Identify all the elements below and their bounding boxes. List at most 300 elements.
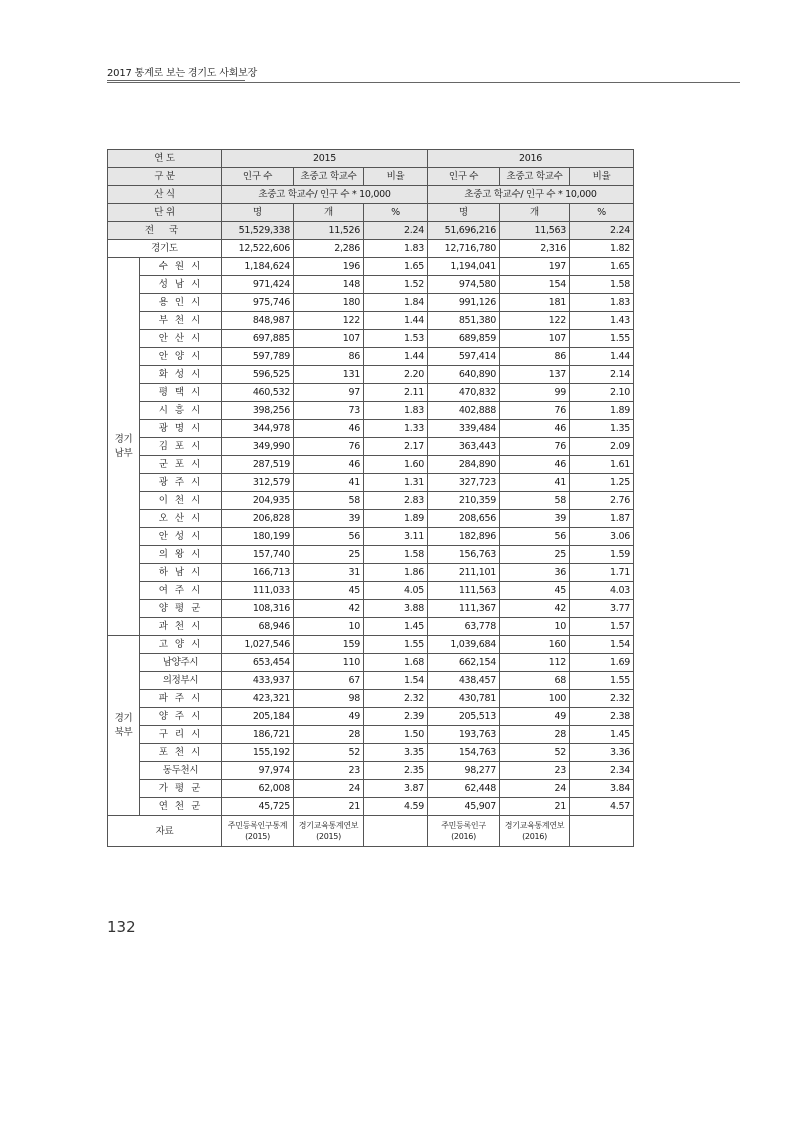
city-schools-2015: 21 [294,798,364,816]
city-schools-2016: 45 [500,582,570,600]
division-row [108,168,634,186]
year-2016: 2016 [428,150,634,168]
region-row [108,402,634,420]
city-name: 성 남 시 [140,276,222,294]
city-schools-2015: 46 [294,456,364,474]
national-schools-2016: 11,563 [500,222,570,240]
region-row [108,384,634,402]
division-label: 구 분 [108,168,222,186]
city-schools-2016: 137 [500,366,570,384]
city-ratio-2016: 3.06 [570,528,634,546]
region-row [108,330,634,348]
city-pop-2015: 971,424 [222,276,294,294]
year-2015: 2015 [222,150,428,168]
city-pop-2016: 210,359 [428,492,500,510]
region-group-label-line1: 경기 [114,712,133,724]
city-ratio-2016: 1.58 [570,276,634,294]
city-ratio-2016: 2.34 [570,762,634,780]
source-schools-2015 [294,816,364,847]
city-schools-2016: 56 [500,528,570,546]
city-ratio-2015: 1.33 [364,420,428,438]
col-ratio-2015: 비율 [364,168,428,186]
city-pop-2016: 284,890 [428,456,500,474]
city-pop-2015: 697,885 [222,330,294,348]
region-row [108,744,634,762]
city-schools-2016: 86 [500,348,570,366]
city-pop-2015: 653,454 [222,654,294,672]
city-ratio-2015: 1.44 [364,348,428,366]
unit-count-2016: 개 [500,204,570,222]
region-group-label-line2: 남부 [114,447,133,459]
city-name: 이 천 시 [140,492,222,510]
region-group-north [108,636,140,816]
city-schools-2015: 39 [294,510,364,528]
city-pop-2016: 662,154 [428,654,500,672]
city-pop-2015: 433,937 [222,672,294,690]
city-schools-2015: 25 [294,546,364,564]
city-ratio-2015: 1.45 [364,618,428,636]
city-ratio-2016: 1.57 [570,618,634,636]
city-pop-2016: 851,380 [428,312,500,330]
region-row [108,618,634,636]
city-ratio-2016: 1.35 [570,420,634,438]
city-schools-2016: 68 [500,672,570,690]
region-row [108,456,634,474]
city-pop-2016: 111,563 [428,582,500,600]
city-schools-2015: 49 [294,708,364,726]
region-row [108,798,634,816]
city-schools-2016: 197 [500,258,570,276]
province-schools-2016: 2,316 [500,240,570,258]
city-schools-2015: 10 [294,618,364,636]
city-schools-2015: 180 [294,294,364,312]
city-ratio-2015: 1.50 [364,726,428,744]
region-row [108,762,634,780]
city-ratio-2016: 4.57 [570,798,634,816]
city-schools-2015: 86 [294,348,364,366]
city-schools-2016: 99 [500,384,570,402]
city-ratio-2016: 3.77 [570,600,634,618]
region-row [108,636,634,654]
city-schools-2015: 122 [294,312,364,330]
region-row [108,474,634,492]
city-schools-2016: 58 [500,492,570,510]
city-pop-2016: 640,890 [428,366,500,384]
city-pop-2016: 98,277 [428,762,500,780]
unit-person-2016: 명 [428,204,500,222]
city-schools-2016: 25 [500,546,570,564]
city-ratio-2016: 2.09 [570,438,634,456]
city-pop-2015: 1,184,624 [222,258,294,276]
city-schools-2015: 98 [294,690,364,708]
city-schools-2015: 196 [294,258,364,276]
header-rule [107,82,740,83]
city-ratio-2015: 2.11 [364,384,428,402]
city-ratio-2015: 3.87 [364,780,428,798]
city-name: 동두천시 [140,762,222,780]
city-name: 여 주 시 [140,582,222,600]
region-row [108,294,634,312]
city-schools-2016: 100 [500,690,570,708]
city-name: 안 성 시 [140,528,222,546]
city-ratio-2015: 3.88 [364,600,428,618]
city-name: 연 천 군 [140,798,222,816]
national-row [108,222,634,240]
city-pop-2015: 460,532 [222,384,294,402]
city-schools-2016: 154 [500,276,570,294]
city-ratio-2015: 1.44 [364,312,428,330]
city-name: 용 인 시 [140,294,222,312]
city-ratio-2015: 1.68 [364,654,428,672]
city-pop-2016: 62,448 [428,780,500,798]
source-pop-2016-line2: (2016) [451,832,476,841]
city-pop-2015: 45,725 [222,798,294,816]
city-name: 파 주 시 [140,690,222,708]
city-schools-2016: 10 [500,618,570,636]
city-pop-2015: 111,033 [222,582,294,600]
city-pop-2015: 157,740 [222,546,294,564]
region-row [108,528,634,546]
city-schools-2016: 181 [500,294,570,312]
city-pop-2015: 287,519 [222,456,294,474]
city-schools-2015: 41 [294,474,364,492]
city-pop-2016: 327,723 [428,474,500,492]
region-group-label-line2: 북부 [114,726,133,738]
region-row [108,564,634,582]
city-schools-2015: 97 [294,384,364,402]
city-pop-2016: 111,367 [428,600,500,618]
source-schools-2015-line2: (2015) [316,832,341,841]
city-pop-2015: 206,828 [222,510,294,528]
region-row [108,366,634,384]
city-schools-2015: 110 [294,654,364,672]
city-ratio-2015: 1.55 [364,636,428,654]
city-name: 광 명 시 [140,420,222,438]
city-name: 의 왕 시 [140,546,222,564]
school-ratio-table [107,149,634,847]
city-pop-2016: 156,763 [428,546,500,564]
city-pop-2016: 363,443 [428,438,500,456]
city-schools-2016: 28 [500,726,570,744]
city-ratio-2015: 1.84 [364,294,428,312]
region-row [108,546,634,564]
city-name: 시 흥 시 [140,402,222,420]
region-group-south [108,258,140,636]
city-ratio-2016: 1.45 [570,726,634,744]
city-pop-2016: 470,832 [428,384,500,402]
formula-row [108,186,634,204]
city-pop-2015: 398,256 [222,402,294,420]
province-schools-2015: 2,286 [294,240,364,258]
city-name: 군 포 시 [140,456,222,474]
city-schools-2016: 41 [500,474,570,492]
city-schools-2015: 46 [294,420,364,438]
city-ratio-2016: 1.65 [570,258,634,276]
city-schools-2016: 46 [500,456,570,474]
province-pop-2016: 12,716,780 [428,240,500,258]
city-ratio-2016: 1.55 [570,672,634,690]
city-pop-2015: 68,946 [222,618,294,636]
region-row [108,672,634,690]
city-schools-2016: 76 [500,402,570,420]
city-name: 의정부시 [140,672,222,690]
province-ratio-2015: 1.83 [364,240,428,258]
city-schools-2015: 159 [294,636,364,654]
city-ratio-2016: 1.54 [570,636,634,654]
city-name: 고 양 시 [140,636,222,654]
city-ratio-2015: 1.86 [364,564,428,582]
header-rule-short [107,80,245,81]
city-ratio-2016: 3.84 [570,780,634,798]
region-row [108,348,634,366]
province-label: 경기도 [108,240,222,258]
city-schools-2015: 31 [294,564,364,582]
region-row [108,276,634,294]
city-ratio-2016: 1.83 [570,294,634,312]
city-pop-2016: 438,457 [428,672,500,690]
city-pop-2015: 205,184 [222,708,294,726]
city-pop-2015: 597,789 [222,348,294,366]
city-name: 하 남 시 [140,564,222,582]
city-schools-2016: 122 [500,312,570,330]
city-ratio-2015: 2.83 [364,492,428,510]
city-name: 포 천 시 [140,744,222,762]
city-name: 부 천 시 [140,312,222,330]
city-name: 화 성 시 [140,366,222,384]
city-schools-2015: 23 [294,762,364,780]
city-ratio-2015: 4.05 [364,582,428,600]
city-pop-2015: 108,316 [222,600,294,618]
city-ratio-2015: 1.89 [364,510,428,528]
city-schools-2016: 21 [500,798,570,816]
city-schools-2015: 107 [294,330,364,348]
year-label: 연 도 [108,150,222,168]
source-schools-2016 [500,816,570,847]
city-pop-2016: 45,907 [428,798,500,816]
city-pop-2016: 63,778 [428,618,500,636]
source-pop-2016-line1: 주민등록인구 [441,821,486,830]
city-pop-2016: 597,414 [428,348,500,366]
col-schools-2016: 초중고 학교수 [500,168,570,186]
formula-2015: 초중고 학교수/ 인구 수 * 10,000 [222,186,428,204]
city-pop-2015: 155,192 [222,744,294,762]
city-ratio-2015: 1.83 [364,402,428,420]
city-name: 양 주 시 [140,708,222,726]
source-ratio-2016 [570,816,634,847]
city-schools-2016: 42 [500,600,570,618]
city-pop-2016: 208,656 [428,510,500,528]
city-name: 안 양 시 [140,348,222,366]
city-schools-2015: 24 [294,780,364,798]
source-pop-2015-line2: (2015) [245,832,270,841]
source-schools-2015-line1: 경기교육통계연보 [298,821,359,830]
unit-label: 단 위 [108,204,222,222]
source-ratio-2015 [364,816,428,847]
city-schools-2015: 73 [294,402,364,420]
source-pop-2016 [428,816,500,847]
city-ratio-2016: 1.71 [570,564,634,582]
city-ratio-2016: 1.69 [570,654,634,672]
city-ratio-2015: 2.17 [364,438,428,456]
city-pop-2016: 154,763 [428,744,500,762]
city-schools-2016: 23 [500,762,570,780]
unit-row [108,204,634,222]
city-ratio-2016: 1.61 [570,456,634,474]
province-pop-2015: 12,522,606 [222,240,294,258]
city-ratio-2015: 1.31 [364,474,428,492]
city-name: 수 원 시 [140,258,222,276]
city-ratio-2015: 4.59 [364,798,428,816]
city-pop-2016: 991,126 [428,294,500,312]
national-schools-2015: 11,526 [294,222,364,240]
city-ratio-2015: 2.32 [364,690,428,708]
city-pop-2015: 975,746 [222,294,294,312]
city-pop-2016: 402,888 [428,402,500,420]
city-pop-2016: 1,039,684 [428,636,500,654]
region-row [108,312,634,330]
unit-count-2015: 개 [294,204,364,222]
city-schools-2015: 42 [294,600,364,618]
city-pop-2015: 166,713 [222,564,294,582]
city-schools-2015: 52 [294,744,364,762]
city-schools-2015: 28 [294,726,364,744]
region-row [108,600,634,618]
city-name: 구 리 시 [140,726,222,744]
city-schools-2015: 148 [294,276,364,294]
running-header: 2017 통계로 보는 경기도 사회보장 [107,68,258,79]
city-pop-2015: 97,974 [222,762,294,780]
region-row [108,582,634,600]
region-row [108,258,634,276]
region-row [108,510,634,528]
city-pop-2015: 349,990 [222,438,294,456]
city-ratio-2016: 1.55 [570,330,634,348]
col-population-2016: 인구 수 [428,168,500,186]
city-name: 김 포 시 [140,438,222,456]
region-row [108,708,634,726]
city-pop-2015: 204,935 [222,492,294,510]
city-ratio-2016: 1.59 [570,546,634,564]
year-row [108,150,634,168]
national-label: 전 국 [108,222,222,240]
city-ratio-2016: 2.14 [570,366,634,384]
city-name: 오 산 시 [140,510,222,528]
city-pop-2015: 596,525 [222,366,294,384]
city-name: 가 평 군 [140,780,222,798]
city-name: 평 택 시 [140,384,222,402]
source-schools-2016-line1: 경기교육통계연보 [504,821,565,830]
source-row [108,816,634,847]
city-pop-2016: 689,859 [428,330,500,348]
city-ratio-2015: 3.35 [364,744,428,762]
city-ratio-2016: 3.36 [570,744,634,762]
city-pop-2016: 1,194,041 [428,258,500,276]
formula-label: 산 식 [108,186,222,204]
city-ratio-2016: 4.03 [570,582,634,600]
city-pop-2016: 339,484 [428,420,500,438]
col-schools-2015: 초중고 학교수 [294,168,364,186]
city-schools-2015: 58 [294,492,364,510]
city-ratio-2015: 3.11 [364,528,428,546]
city-schools-2015: 67 [294,672,364,690]
city-ratio-2015: 1.65 [364,258,428,276]
city-ratio-2016: 2.10 [570,384,634,402]
page-number: 132 [107,918,136,936]
city-pop-2016: 430,781 [428,690,500,708]
city-ratio-2016: 1.43 [570,312,634,330]
province-row [108,240,634,258]
national-ratio-2015: 2.24 [364,222,428,240]
city-pop-2015: 848,987 [222,312,294,330]
region-row [108,780,634,798]
city-ratio-2015: 1.60 [364,456,428,474]
source-pop-2015 [222,816,294,847]
national-pop-2015: 51,529,338 [222,222,294,240]
region-row [108,492,634,510]
city-pop-2015: 312,579 [222,474,294,492]
city-ratio-2016: 2.76 [570,492,634,510]
region-group-label-line1: 경기 [114,433,133,445]
city-pop-2016: 182,896 [428,528,500,546]
source-pop-2015-line1: 주민등록인구통계 [227,821,288,830]
city-pop-2016: 211,101 [428,564,500,582]
city-ratio-2016: 2.32 [570,690,634,708]
city-ratio-2015: 1.52 [364,276,428,294]
province-ratio-2016: 1.82 [570,240,634,258]
city-pop-2015: 1,027,546 [222,636,294,654]
col-ratio-2016: 비율 [570,168,634,186]
city-ratio-2016: 1.87 [570,510,634,528]
city-schools-2016: 52 [500,744,570,762]
city-ratio-2016: 1.44 [570,348,634,366]
region-row [108,438,634,456]
city-ratio-2015: 1.54 [364,672,428,690]
city-ratio-2015: 1.58 [364,546,428,564]
city-name: 과 천 시 [140,618,222,636]
city-schools-2015: 45 [294,582,364,600]
city-ratio-2016: 1.89 [570,402,634,420]
city-ratio-2015: 2.39 [364,708,428,726]
unit-pct-2016: % [570,204,634,222]
city-schools-2015: 56 [294,528,364,546]
city-schools-2016: 76 [500,438,570,456]
city-schools-2016: 36 [500,564,570,582]
city-pop-2015: 344,978 [222,420,294,438]
city-schools-2016: 46 [500,420,570,438]
city-pop-2016: 205,513 [428,708,500,726]
city-pop-2015: 423,321 [222,690,294,708]
region-row [108,654,634,672]
national-pop-2016: 51,696,216 [428,222,500,240]
city-pop-2016: 974,580 [428,276,500,294]
city-name: 안 산 시 [140,330,222,348]
city-schools-2016: 49 [500,708,570,726]
city-pop-2015: 180,199 [222,528,294,546]
city-schools-2015: 76 [294,438,364,456]
city-schools-2016: 160 [500,636,570,654]
city-pop-2015: 186,721 [222,726,294,744]
city-ratio-2015: 1.53 [364,330,428,348]
region-row [108,690,634,708]
city-schools-2016: 112 [500,654,570,672]
city-schools-2015: 131 [294,366,364,384]
city-name: 광 주 시 [140,474,222,492]
city-ratio-2015: 2.20 [364,366,428,384]
city-pop-2015: 62,008 [222,780,294,798]
city-ratio-2016: 2.38 [570,708,634,726]
city-ratio-2016: 1.25 [570,474,634,492]
unit-pct-2015: % [364,204,428,222]
